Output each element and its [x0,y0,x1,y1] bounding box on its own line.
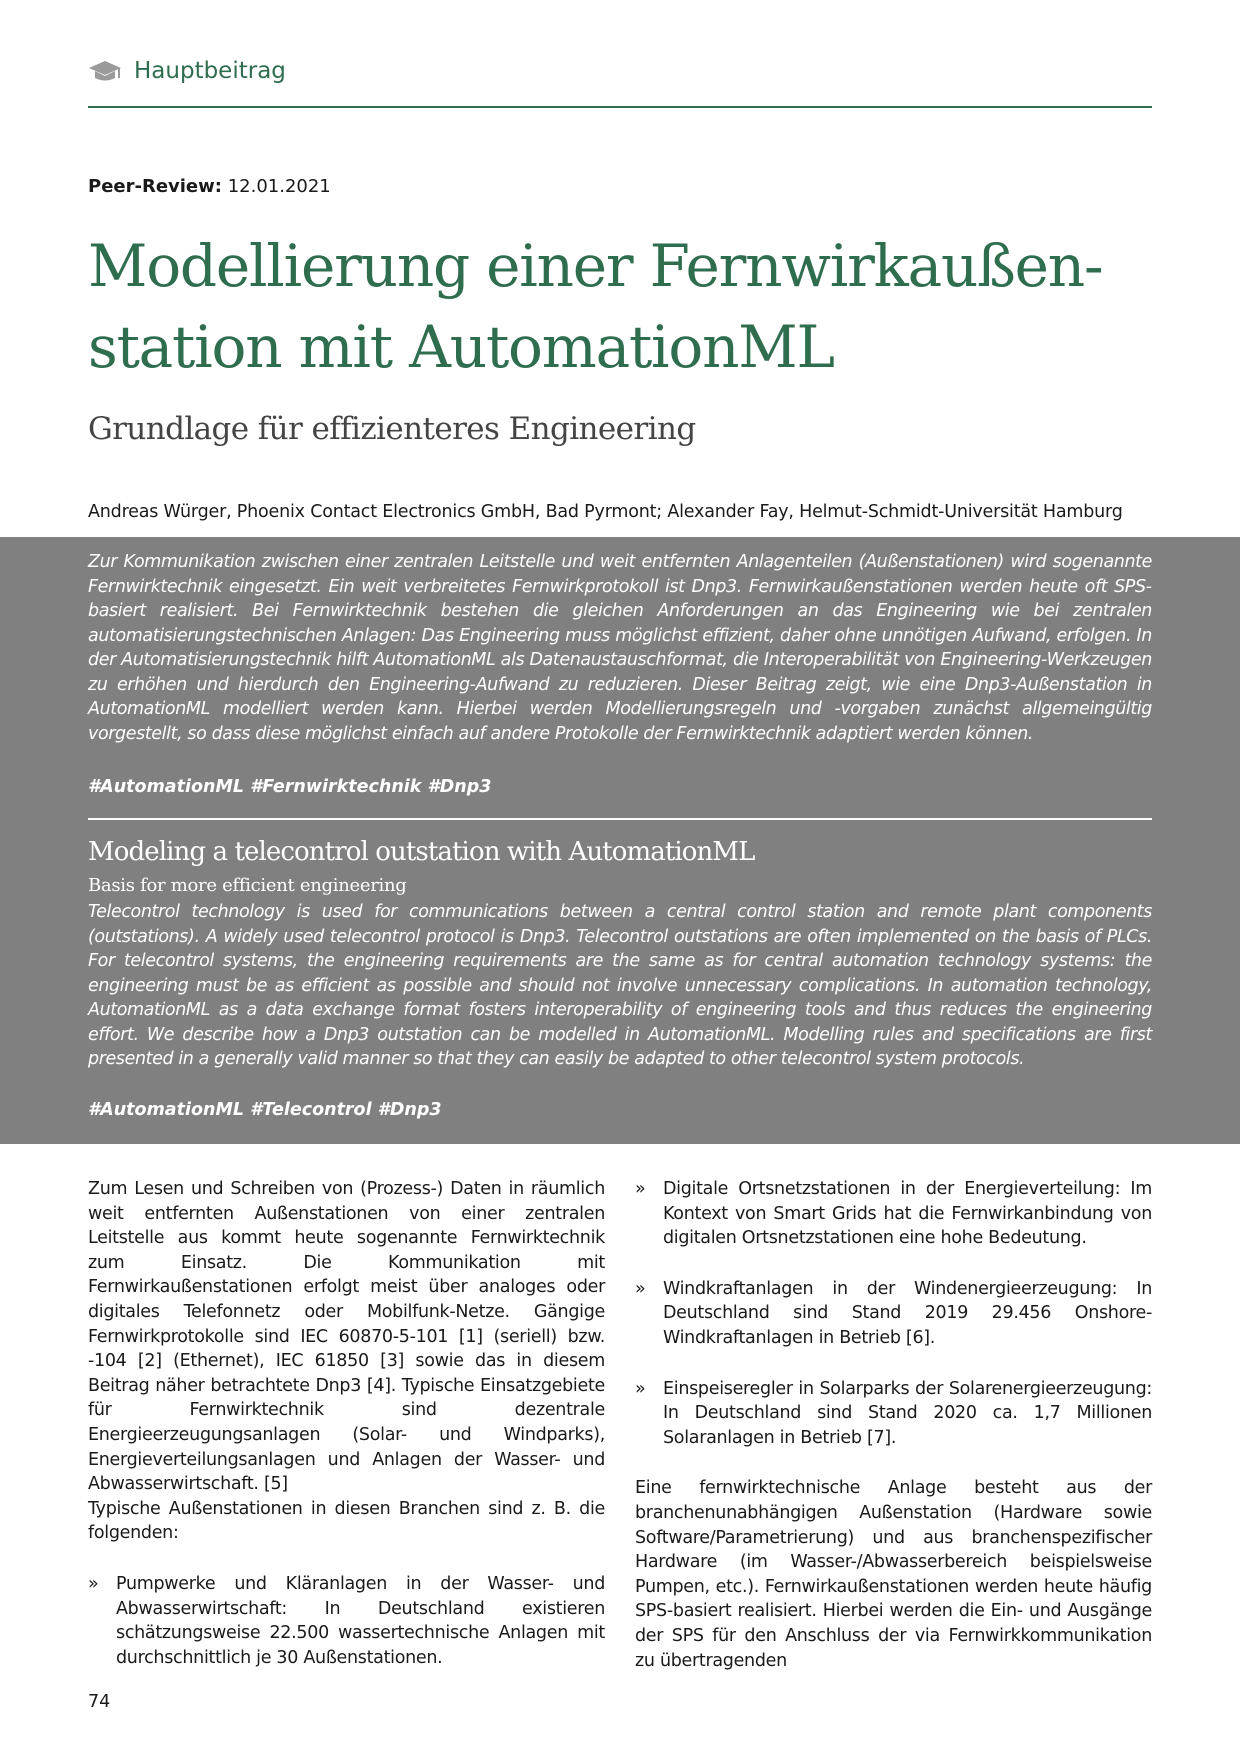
abstract-german: Zur Kommunikation zwischen einer zentralen Leitstelle und weit entfernten Anlagenteilen (Außenstationen) wird sogenannte Fernwirktechnik eingesetzt. Ein weit verbreitetes Fernwirkprotokoll ist Dnp3. Fernwirkaußenstationen werden heute oft SPSbasiert realisiert. Bei Fernwirktechnik bestehen die gleichen Anforderungen an das Engineering wie bei zentralen automatisierungstechnischen Anlagen: Das Engineering muss möglichst effizient, daher ohne unnötigen Aufwand, erfolgen. In der Automatisierungstechnik hilft AutomationML als Datenaustauschformat, die Interoperabilität von Engineering-Werkzeugen zu erhöhen und hierdurch den Engineering-Aufwand zu reduzieren. Dieser Beitrag zeigt, wie eine Dnp3-Außenstation in AutomationML modelliert werden kann. Hierbei werden Modellierungsregeln und -vorgaben zunächst allgemeingültig vorgestellt, so dass diese möglichst einfach auf andere Protokolle der Fernwirktechnik adaptiert werden können. [88,552,1152,744]
bullet-marker: » [635,1278,646,1299]
article-title [88,226,1168,388]
bullet-marker: » [88,1573,99,1594]
peer-review-line [88,176,331,197]
abstract-english: Telecontrol technology is used for communications between a central control station and remote plant components (outstations). A widely used telecontrol protocol is Dnp3. Telecontrol outstations are often implemented on the basis of PLCs. For telecontrol systems, the engineering requirements are the same as for central automation technology systems: the engineering must be as efficient as possible and should not involve unnecessary complications. In automation technology, AutomationML as a data exchange format fosters interoperability of engineering tools and thus reduces the engineering effort. We describe how a Dnp3 outstation can be modelled in AutomationML. Modelling rules and specifications are first presented in a generally valid manner so that they can easily be adapted to other telecontrol system protocols. [88,902,1152,1069]
list-item [635,1277,1152,1351]
page-number: 74 [88,1692,111,1712]
english-subtitle: Basis for more efficient engineering [88,875,407,896]
bullet-marker: » [635,1179,646,1199]
author-line: Andreas Würger, Phoenix Contact Electronics GmbH, Bad Pyrmont; Alexander Fay, Helmut-Schmidt-Universität Hamburg [88,502,1123,522]
list-item-text: Pumpwerke und Kläranlagen in der Wasser- und Abwasserwirtschaft: In Deutschland existieren schätzungsweise 22.500 wassertechnische Anlagen mit durchschnittlich je 30 Außenstationen. [116,1573,605,1668]
body-paragraph: Eine fernwirktechnische Anlage besteht aus der branchenunabhängigen Außenstation (Hardware sowie Software/Parametrierung) und aus branchenspezifischer Hardware (im Wasser-/Abwasserbereich beispielsweise Pumpen, etc.). Fernwirkaußenstationen werden heute häufig SPS-basiert realisiert. Hierbei werden die Ein- und Ausgänge der SPS für den Anschluss der via Fernwirkkommunikation zu übertragenden [635,1478,1152,1671]
keywords-german: #AutomationML #Fernwirktechnik #Dnp3 [88,777,492,797]
article-subtitle: Grundlage für effizienteres Engineering [88,411,696,447]
peer-review-label: Peer-Review: [88,176,222,197]
abstract-divider [88,818,1152,820]
abstract-box [0,537,1240,1144]
title-line: Modellierung einer Fernwirkaußen- [88,232,1103,300]
graduation-cap-icon [88,60,122,84]
title-line: station mit AutomationML [88,313,834,381]
list-item [635,1177,1152,1251]
list-item [88,1572,605,1670]
list-item-text: Windkraftanlagen in der Windenergieerzeugung: In Deutschland sind Stand 2019 29.456 Onshore-Windkraftanlagen in Betrieb [6]. [663,1278,1152,1348]
keywords-english: #AutomationML #Telecontrol #Dnp3 [88,1100,442,1120]
list-item [635,1377,1152,1451]
body-column-right [635,1177,1152,1673]
body-paragraph: Typische Außenstationen in diesen Branchen sind z. B. die folgenden: [88,1498,605,1544]
body-paragraph: Zum Lesen und Schreiben von (Prozess-) Daten in räumlich weit entfernten Außenstationen von einer zentralen Leitstelle aus kommt heute sogenannte Fernwirktechnik zum Einsatz. Die Kommunikation mit Fernwirkaußenstationen erfolgt meist über analoges oder digitales Telefonnetz oder Mobilfunk-Netze. Gängige Fernwirkprotokolle sind IEC 60870-5-101 [1] (seriell) bzw. -104 [2] (Ethernet), IEC 61850 [3] sowie das in diesem Beitrag näher betrachtete Dnp3 [4]. Typische Einsatzgebiete für Fernwirktechnik sind dezentrale Energieerzeugungsanlagen (Solar- und Windparks), Energieverteilungsanlagen und Anlagen der Wasser- und Abwasserwirtschaft. [5] [88,1179,605,1495]
section-header [88,54,1152,108]
section-label: Hauptbeitrag [134,58,286,84]
english-title: Modeling a telecontrol outstation with AutomationML [88,837,755,867]
body-column-left [88,1177,605,1670]
peer-review-date: 12.01.2021 [227,176,331,197]
list-item-text: Digitale Ortsnetzstationen in der Energieverteilung: Im Kontext von Smart Grids hat die Fernwirkanbindung von digitalen Ortsnetzstationen eine hohe Bedeutung. [663,1179,1152,1249]
bullet-marker: » [635,1378,646,1399]
list-item-text: Einspeiseregler in Solarparks der Solarenergieerzeugung: In Deutschland sind Stand 2020 ca. 1,7 Millionen Solaranlagen in Betrieb [7]. [663,1378,1152,1448]
